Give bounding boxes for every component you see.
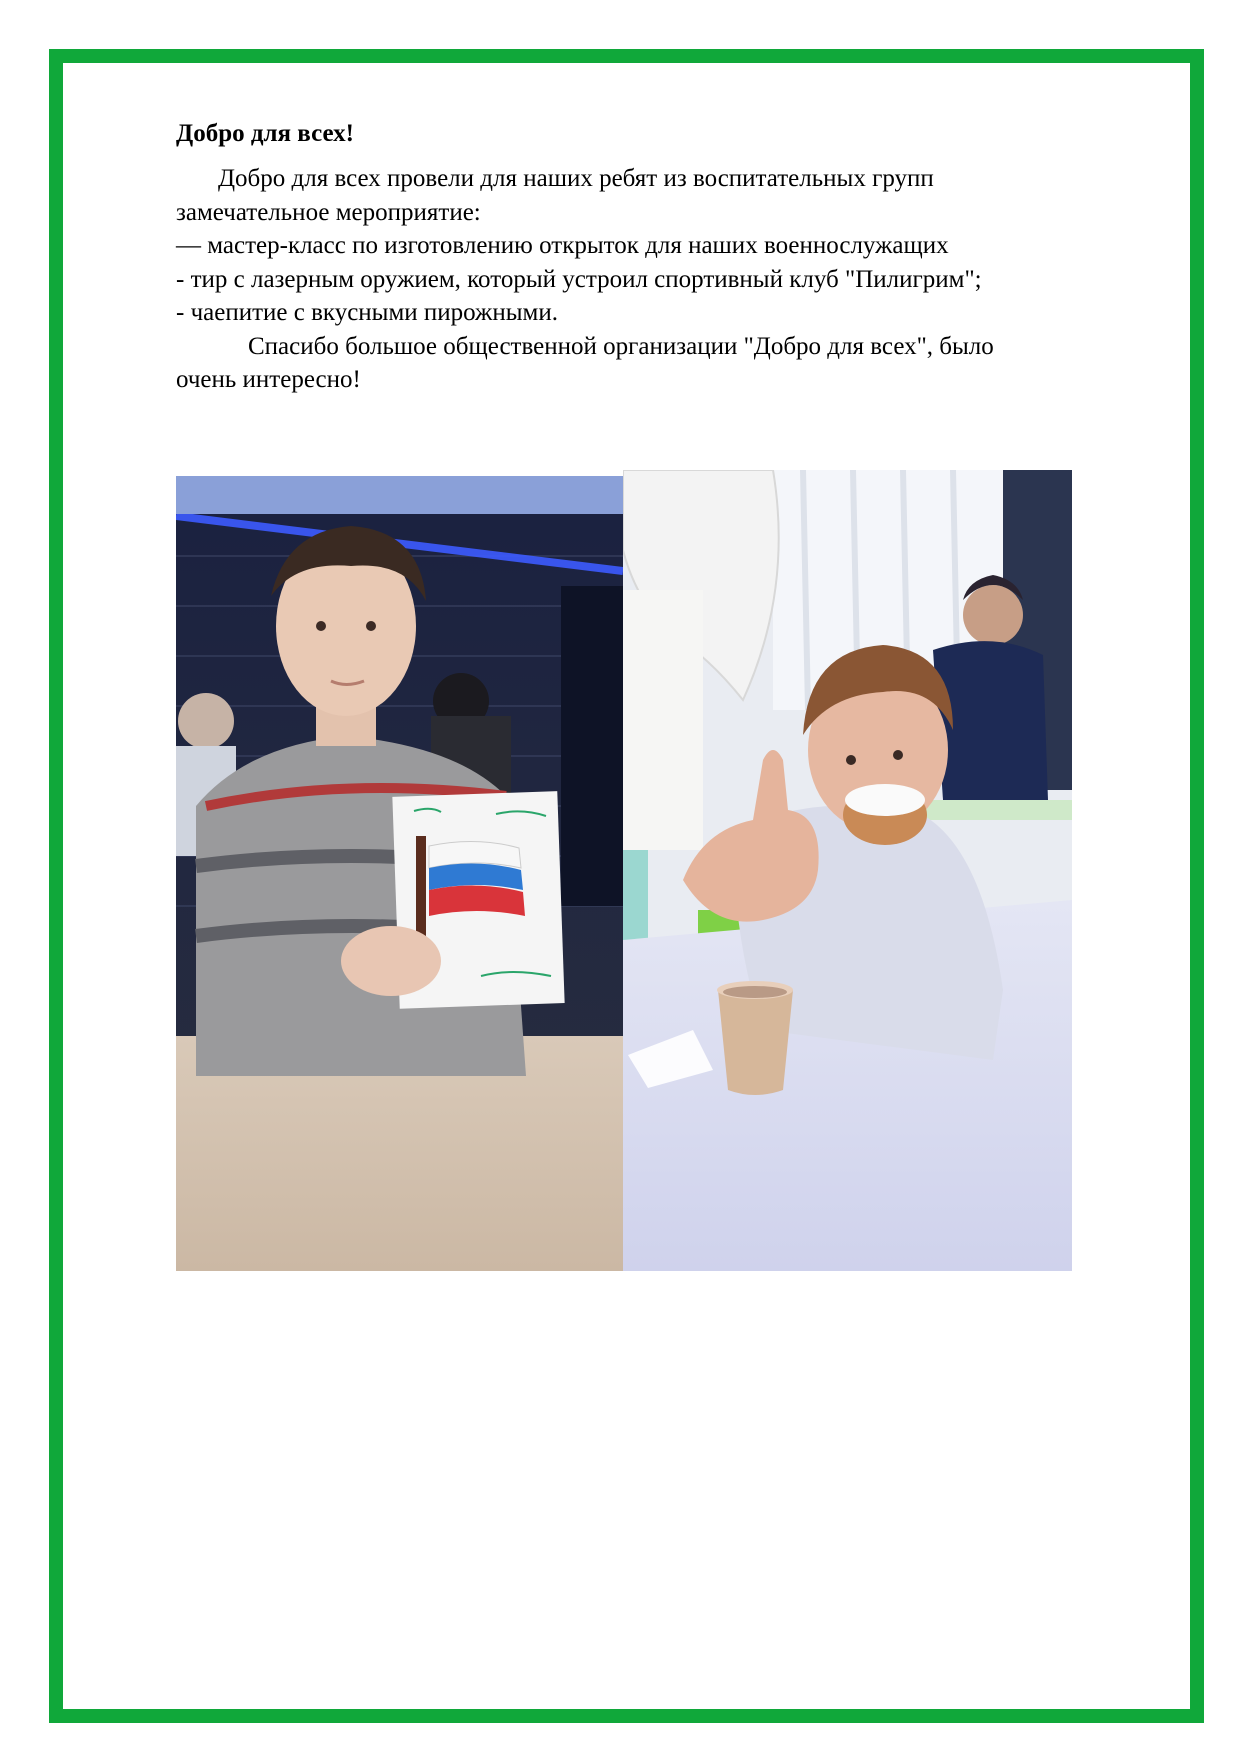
paragraph-line-1: Добро для всех провели для наших ребят из воспитательных групп xyxy=(218,165,934,192)
photo-boy-eating-thumbs-up xyxy=(623,470,1072,1271)
article-title: Добро для всех! xyxy=(176,120,354,147)
list-item-laser-tag: - тир с лазерным оружием, который устроил спортивный клуб "Пилигрим"; xyxy=(176,265,982,293)
photo-collage xyxy=(176,470,1072,1270)
list-item-master-class: — мастер-класс по изготовлению открыток для наших военнослужащих xyxy=(176,232,949,259)
article xyxy=(176,118,1136,397)
thanks-line-1: Спасибо большое общественной организации "Добро для всех", было xyxy=(248,332,994,360)
paragraph-line-2: замечательное мероприятие: xyxy=(176,198,481,226)
photo-boy-with-flag-card xyxy=(176,476,623,1271)
list-item-tea-party: - чаепитие с вкусными пирожными. xyxy=(176,299,558,326)
thanks-line-2: очень интересно! xyxy=(176,366,361,393)
